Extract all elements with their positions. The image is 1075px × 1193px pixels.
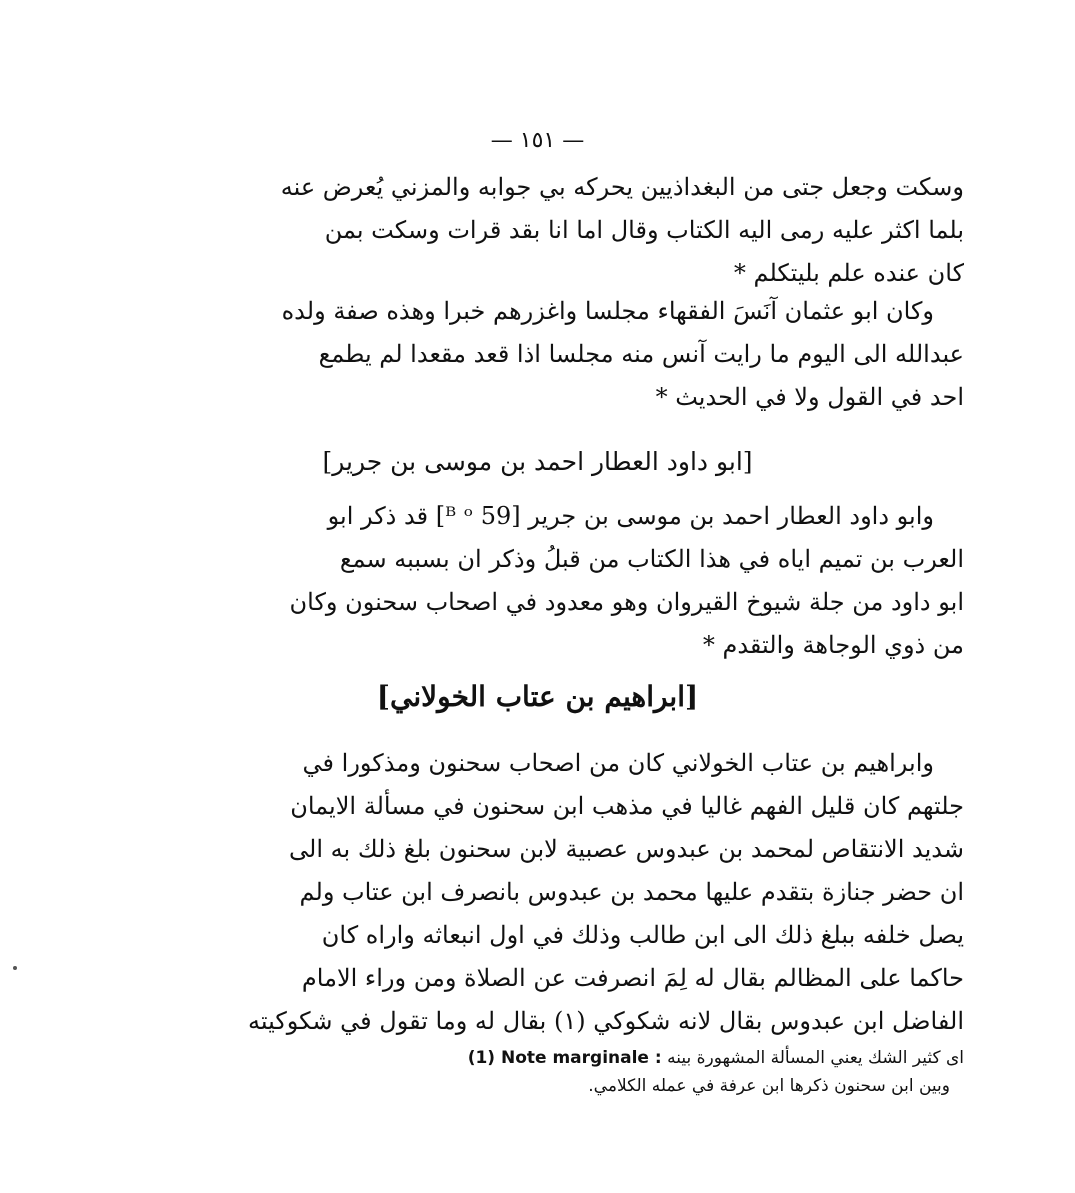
text-line: وابو داود العطار احمد بن موسى بن جرير [59 ᴮ ᵒ] قد ذكر ابو — [327, 502, 934, 530]
text-line: يصل خلفه ببلغ ذلك الى ابن طالب وذلك في اول انبعاثه واراه كان — [321, 921, 964, 949]
text-line: من ذوي الوجاهة والتقدم * — [702, 631, 964, 659]
text-line: جلتهم كان قليل الفهم غاليا في مذهب ابن سحنون في مسألة الايمان — [290, 792, 964, 820]
text-line: حاكما على المظالم بقال له لِمَ انصرفت عن الصلاة ومن وراء الامام — [301, 964, 964, 992]
text-line: شديد الانتقاص لمحمد بن عبدوس عصبية لابن سحنون بلغ ذلك به الى — [289, 835, 964, 863]
text-line: عبدالله الى اليوم ما رايت آنس منه مجلسا اذا قعد مقعدا لم يطمع — [318, 340, 964, 368]
footnote-line-1 — [178, 1044, 964, 1072]
footnote — [178, 1044, 964, 1100]
text-line: ان حضر جنازة بتقدم عليها محمد بن عبدوس بانصرف ابن عتاب ولم — [299, 878, 964, 906]
section-heading-abu-dawud: [ابو داود العطار احمد بن موسى بن جرير] — [322, 447, 753, 476]
text-line: احد في القول ولا في الحديث * — [655, 383, 964, 411]
paragraph-1 — [178, 166, 964, 295]
footnote-label: (1) Note marginale : — [467, 1048, 662, 1068]
paragraph-2 — [178, 290, 964, 419]
text-line: الفاضل ابن عبدوس بقال لانه شكوكي (١) بقال له وما تقول في شكوكيته — [247, 1007, 964, 1035]
scan-speck — [13, 966, 17, 970]
footnote-line-2: وبين ابن سحنون ذكرها ابن عرفة في عمله الكلامي. — [588, 1076, 950, 1096]
text-line: وسكت وجعل جتى من البغداذيين يحركه بي جوابه والمزني يُعرض عنه — [280, 173, 964, 201]
page-number: — ١٥١ — — [490, 128, 585, 153]
footnote-arabic: اى كثير الشك يعني المسألة المشهورة بينه — [667, 1048, 964, 1068]
section-heading-ibrahim: [ابراهيم بن عتاب الخولاني] — [376, 680, 699, 713]
paragraph-4 — [178, 742, 964, 1043]
text-line: وابراهيم بن عتاب الخولاني كان من اصحاب سحنون ومذكورا في — [302, 749, 934, 777]
text-line: ابو داود من جلة شيوخ القيروان وهو معدود في اصحاب سحنون وكان — [289, 588, 964, 616]
paragraph-3 — [178, 495, 964, 667]
text-line: كان عنده علم بليتكلم * — [733, 259, 964, 287]
text-line: وكان ابو عثمان آنَسَ الفقهاء مجلسا واغزرهم خبرا وهذه صفة ولده — [281, 297, 934, 325]
text-line: العرب بن تميم اياه في هذا الكتاب من قبلُ وذكر ان بسببه سمع — [339, 545, 964, 573]
text-line: بلما اكثر عليه رمى اليه الكتاب وقال اما انا بقد قرات وسكت بمن — [324, 216, 964, 244]
